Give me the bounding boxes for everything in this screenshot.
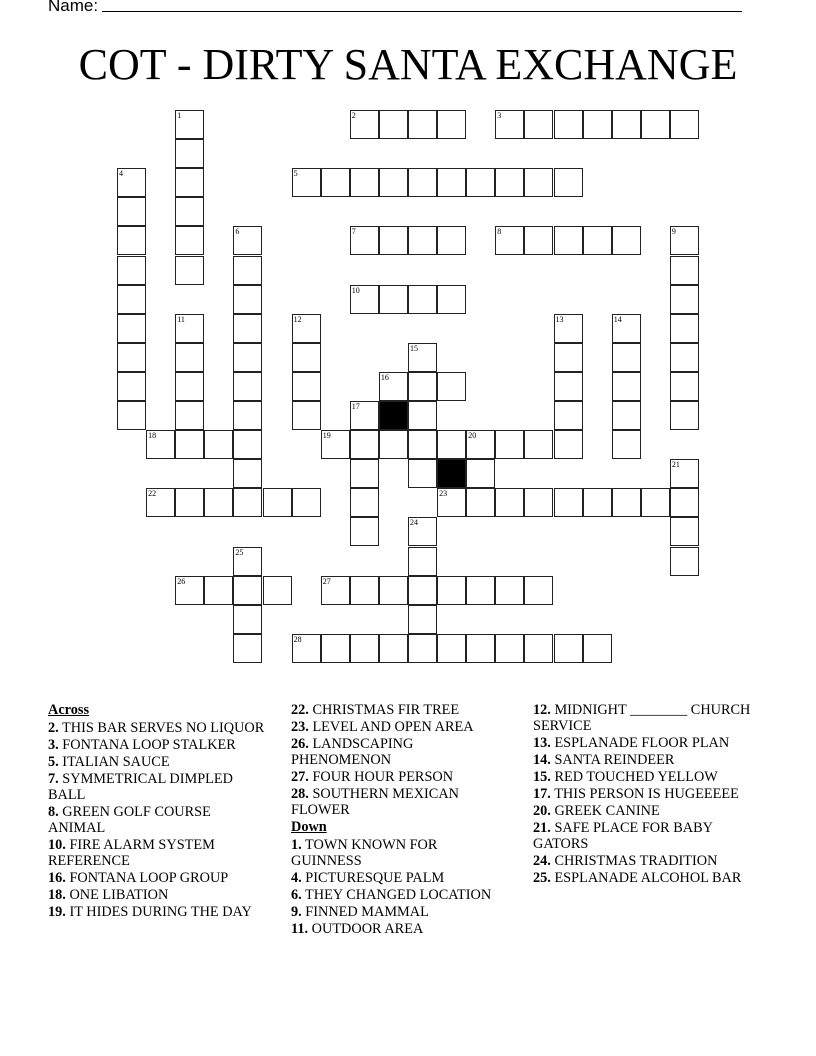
clue-text: THIS BAR SERVES NO LIQUOR [58,720,265,736]
clue-number: 9. [291,904,302,920]
clue-number: 10. [48,837,66,853]
clue-number: 5 [293,169,298,179]
grid-cell[interactable] [233,314,262,343]
clue-number: 21 [671,460,680,470]
clue-number: 19 [322,431,331,441]
down-clue [291,887,511,903]
across-header: Across [48,702,90,718]
clue-number: 3. [48,737,59,753]
grid-cell[interactable] [554,110,583,139]
grid-cell[interactable] [554,488,583,517]
grid-cell[interactable] [612,401,641,430]
grid-cell[interactable] [204,488,233,517]
grid-cell[interactable] [233,430,262,459]
grid-cell[interactable] [321,576,350,605]
grid-cell[interactable] [321,168,350,197]
grid-cell[interactable] [408,372,437,401]
name-line [48,0,742,18]
grid-cell[interactable] [495,226,524,255]
grid-cell[interactable] [233,372,262,401]
clue-text: ESPLANADE ALCOHOL BAR [550,870,742,886]
clue-text: PICTURESQUE PALM [301,870,445,886]
clue-number: 2. [48,720,59,736]
grid-cell[interactable] [379,634,408,663]
clue-number: 26. [291,736,309,752]
grid-cell[interactable] [583,226,612,255]
grid-cell[interactable] [408,517,437,546]
grid-cell[interactable] [408,168,437,197]
grid-cell[interactable] [175,314,204,343]
grid-cell[interactable] [408,459,437,488]
page-title: COT - DIRTY SANTA EXCHANGE [78,40,738,89]
grid-cell[interactable] [379,430,408,459]
across-clue [48,737,268,753]
clue-number: 12. [533,702,551,718]
grid-cell[interactable] [117,197,146,226]
clue-text: THIS PERSON IS HUGEEEEE [550,786,739,802]
grid-cell[interactable] [437,285,466,314]
clue-text: THEY CHANGED LOCATION [301,887,492,903]
grid-cell[interactable] [321,430,350,459]
grid-cell[interactable] [233,605,262,634]
grid-cell[interactable] [612,372,641,401]
grid-cell[interactable] [495,634,524,663]
grid-cell[interactable] [670,110,699,139]
grid-cell[interactable] [292,634,321,663]
grid-cell[interactable] [408,605,437,634]
grid-cell[interactable] [175,372,204,401]
grid-cell[interactable] [408,343,437,372]
clue-text: FOUR HOUR PERSON [308,769,454,785]
grid-cell[interactable] [146,488,175,517]
grid-cell[interactable] [204,576,233,605]
clue-number: 14. [533,752,551,768]
clue-column-3 [533,702,758,887]
clue-number: 11 [177,314,185,324]
grid-cell[interactable] [437,430,466,459]
grid-cell[interactable] [466,430,495,459]
grid-cell[interactable] [524,576,553,605]
grid-cell[interactable] [408,634,437,663]
clue-number: 6 [235,227,240,237]
clue-text: IT HIDES DURING THE DAY [65,904,252,920]
grid-cell[interactable] [175,139,204,168]
grid-cell[interactable] [408,576,437,605]
clue-text: SYMMETRICAL DIMPLED BALL [48,771,233,803]
clue-number: 13 [555,314,564,324]
grid-cell[interactable] [379,226,408,255]
clue-number: 9 [671,227,676,237]
grid-cell[interactable] [117,343,146,372]
grid-cell[interactable] [583,634,612,663]
grid-cell[interactable] [292,372,321,401]
grid-cell[interactable] [408,110,437,139]
grid-cell[interactable] [670,343,699,372]
across-clue [291,769,511,785]
grid-cell[interactable] [670,488,699,517]
grid-cell[interactable] [350,110,379,139]
grid-cell[interactable] [350,634,379,663]
clue-text: SOUTHERN MEXICAN FLOWER [291,786,459,818]
grid-cell[interactable] [524,226,553,255]
grid-cell[interactable] [670,372,699,401]
grid-cell[interactable] [554,168,583,197]
grid-cell[interactable] [670,314,699,343]
grid-cell[interactable] [466,459,495,488]
down-clue [533,786,758,802]
grid-cell[interactable] [437,226,466,255]
across-clue [48,720,268,736]
grid-cell[interactable] [612,314,641,343]
grid-cell[interactable] [408,401,437,430]
clue-number: 5. [48,754,59,770]
grid-cell[interactable] [350,459,379,488]
grid-cell[interactable] [554,226,583,255]
grid-cell[interactable] [263,488,292,517]
grid-cell[interactable] [408,285,437,314]
grid-cell[interactable] [437,168,466,197]
grid-cell[interactable] [554,372,583,401]
clue-number: 4. [291,870,302,886]
grid-cell[interactable] [670,256,699,285]
grid-cell[interactable] [175,226,204,255]
down-clue [291,837,511,869]
grid-cell[interactable] [466,634,495,663]
grid-cell[interactable] [670,285,699,314]
grid-cell[interactable] [175,343,204,372]
grid-cell[interactable] [612,226,641,255]
clue-text: OUTDOOR AREA [308,921,424,937]
grid-cell[interactable] [263,576,292,605]
black-cell [437,459,466,488]
grid-cell[interactable] [612,343,641,372]
grid-cell[interactable] [524,634,553,663]
grid-cell[interactable] [233,547,262,576]
clue-text: GREEN GOLF COURSE ANIMAL [48,804,211,836]
grid-cell[interactable] [117,314,146,343]
clue-number: 2 [351,111,356,120]
grid-cell[interactable] [466,168,495,197]
clue-column-2 [291,702,511,938]
grid-cell[interactable] [233,576,262,605]
clue-number: 23. [291,719,309,735]
clue-number: 28. [291,786,309,802]
grid-cell[interactable] [524,110,553,139]
clue-text: TOWN KNOWN FOR GUINNESS [291,837,438,869]
name-label: Name: [48,0,99,15]
clue-number: 24 [410,518,418,528]
across-clue [48,904,268,920]
grid-cell[interactable] [233,256,262,285]
across-clue [48,771,268,803]
grid-cell[interactable] [117,226,146,255]
clue-number: 4 [119,169,123,179]
clue-text: MIDNIGHT ________ CHURCH SERVICE [533,702,751,734]
grid-cell[interactable] [554,430,583,459]
clue-number: 15 [410,343,418,353]
grid-cell[interactable] [117,372,146,401]
clue-text: ESPLANADE FLOOR PLAN [550,735,730,751]
clue-number: 6. [291,887,302,903]
grid-cell[interactable] [612,110,641,139]
grid-cell[interactable] [408,547,437,576]
grid-cell[interactable] [350,226,379,255]
grid-cell[interactable] [175,401,204,430]
grid-cell[interactable] [554,343,583,372]
clue-number: 20. [533,803,551,819]
grid-cell[interactable] [175,488,204,517]
down-clue [291,921,511,937]
clue-number: 18 [148,431,157,441]
grid-cell[interactable] [175,576,204,605]
clue-number: 25. [533,870,551,886]
grid-cell[interactable] [379,372,408,401]
clue-number: 1 [177,111,182,120]
grid-cell[interactable] [350,576,379,605]
grid-cell[interactable] [524,488,553,517]
grid-cell[interactable] [204,430,233,459]
clue-number: 25 [235,547,244,557]
grid-cell[interactable] [321,634,350,663]
grid-cell[interactable] [670,401,699,430]
clue-number: 7 [351,227,356,237]
clue-number: 17 [351,402,360,411]
grid-cell[interactable] [292,314,321,343]
grid-cell[interactable] [292,488,321,517]
grid-cell[interactable] [292,168,321,197]
clue-number: 16 [380,372,389,382]
grid-cell[interactable] [437,634,466,663]
grid-cell[interactable] [175,430,204,459]
name-underline [102,11,742,12]
clue-number: 14 [613,314,622,324]
grid-cell[interactable] [379,168,408,197]
down-clue [533,702,758,734]
grid-cell[interactable] [117,401,146,430]
clue-number: 26 [177,576,186,586]
grid-cell[interactable] [554,314,583,343]
clue-number: 27. [291,769,309,785]
clue-text: CHRISTMAS FIR TREE [308,702,460,718]
grid-cell[interactable] [495,488,524,517]
clue-text: RED TOUCHED YELLOW [550,769,718,785]
down-clue [291,870,511,886]
clue-column-1 [48,702,268,921]
clue-text: SAFE PLACE FOR BABY GATORS [533,820,713,852]
across-clue [291,786,511,818]
across-clue [291,702,511,718]
grid-cell[interactable] [670,459,699,488]
grid-cell[interactable] [524,430,553,459]
clue-number: 10 [351,285,360,295]
grid-cell[interactable] [554,634,583,663]
grid-cell[interactable] [583,488,612,517]
grid-cell[interactable] [495,168,524,197]
down-clue [533,870,758,886]
grid-cell[interactable] [233,401,262,430]
across-clue [291,719,511,735]
grid-cell[interactable] [379,285,408,314]
across-clue [48,887,268,903]
clue-number: 20 [468,431,477,441]
grid-cell[interactable] [292,343,321,372]
clue-number: 12 [293,314,302,324]
clue-number: 11. [291,921,309,937]
grid-cell[interactable] [350,285,379,314]
grid-cell[interactable] [612,430,641,459]
clue-text: FINNED MAMMAL [301,904,429,920]
clue-text: ITALIAN SAUCE [58,754,170,770]
clue-number: 24. [533,853,551,869]
grid-cell[interactable] [641,110,670,139]
clue-text: FONTANA LOOP GROUP [65,870,229,886]
clue-text: LEVEL AND OPEN AREA [308,719,474,735]
grid-cell[interactable] [117,168,146,197]
grid-cell[interactable] [292,401,321,430]
down-clue [533,853,758,869]
grid-cell[interactable] [495,110,524,139]
clue-number: 23 [439,489,448,499]
grid-cell[interactable] [233,226,262,255]
clue-text: FIRE ALARM SYSTEM REFERENCE [48,837,215,869]
clue-number: 13. [533,735,551,751]
down-clue [291,904,511,920]
grid-cell[interactable] [670,517,699,546]
grid-cell[interactable] [233,459,262,488]
clue-number: 22. [291,702,309,718]
clue-text: ONE LIBATION [65,887,169,903]
clue-number: 22 [148,489,157,499]
clue-number: 15. [533,769,551,785]
clue-number: 1. [291,837,302,853]
grid-cell[interactable] [612,488,641,517]
down-clue [533,803,758,819]
grid-cell[interactable] [466,576,495,605]
grid-cell[interactable] [408,430,437,459]
down-clue [533,769,758,785]
grid-cell[interactable] [233,634,262,663]
across-clue [48,837,268,869]
grid-cell[interactable] [670,547,699,576]
clue-number: 28 [293,634,302,644]
clue-number: 17. [533,786,551,802]
grid-cell[interactable] [641,488,670,517]
grid-cell[interactable] [379,110,408,139]
down-clue [533,820,758,852]
grid-cell[interactable] [175,197,204,226]
clue-number: 27 [322,576,331,586]
clue-text: CHRISTMAS TRADITION [550,853,718,869]
across-clue [291,736,511,768]
grid-cell[interactable] [233,343,262,372]
grid-cell[interactable] [233,488,262,517]
grid-cell[interactable] [524,168,553,197]
clue-number: 8 [497,227,502,237]
clue-text: GREEK CANINE [550,803,660,819]
clue-number: 19. [48,904,66,920]
clue-number: 8. [48,804,59,820]
grid-cell[interactable] [175,110,204,139]
down-clue [533,735,758,751]
grid-cell[interactable] [466,488,495,517]
down-clue [533,752,758,768]
clue-number: 3 [497,111,502,120]
clue-text: LANDSCAPING PHENOMENON [291,736,414,768]
across-clue [48,870,268,886]
grid-cell[interactable] [408,226,437,255]
grid-cell[interactable] [670,226,699,255]
across-clue [48,754,268,770]
across-clue [48,804,268,836]
grid-cell[interactable] [495,430,524,459]
grid-cell[interactable] [437,110,466,139]
grid-cell[interactable] [350,430,379,459]
grid-cell[interactable] [350,488,379,517]
black-cell [379,401,408,430]
grid-cell[interactable] [583,110,612,139]
grid-cell[interactable] [437,576,466,605]
clue-text: FONTANA LOOP STALKER [58,737,236,753]
grid-cell[interactable] [554,401,583,430]
clue-number: 7. [48,771,59,787]
down-header: Down [291,819,327,835]
grid-cell[interactable] [350,401,379,430]
grid-cell[interactable] [350,168,379,197]
grid-cell[interactable] [175,256,204,285]
clue-text: SANTA REINDEER [550,752,675,768]
grid-cell[interactable] [495,576,524,605]
grid-cell[interactable] [175,168,204,197]
grid-cell[interactable] [437,372,466,401]
clue-number: 18. [48,887,66,903]
grid-cell[interactable] [117,256,146,285]
clue-number: 16. [48,870,66,886]
grid-cell[interactable] [117,285,146,314]
grid-cell[interactable] [146,430,175,459]
grid-cell[interactable] [350,517,379,546]
grid-cell[interactable] [437,488,466,517]
grid-cell[interactable] [379,576,408,605]
clue-number: 21. [533,820,551,836]
grid-cell[interactable] [233,285,262,314]
